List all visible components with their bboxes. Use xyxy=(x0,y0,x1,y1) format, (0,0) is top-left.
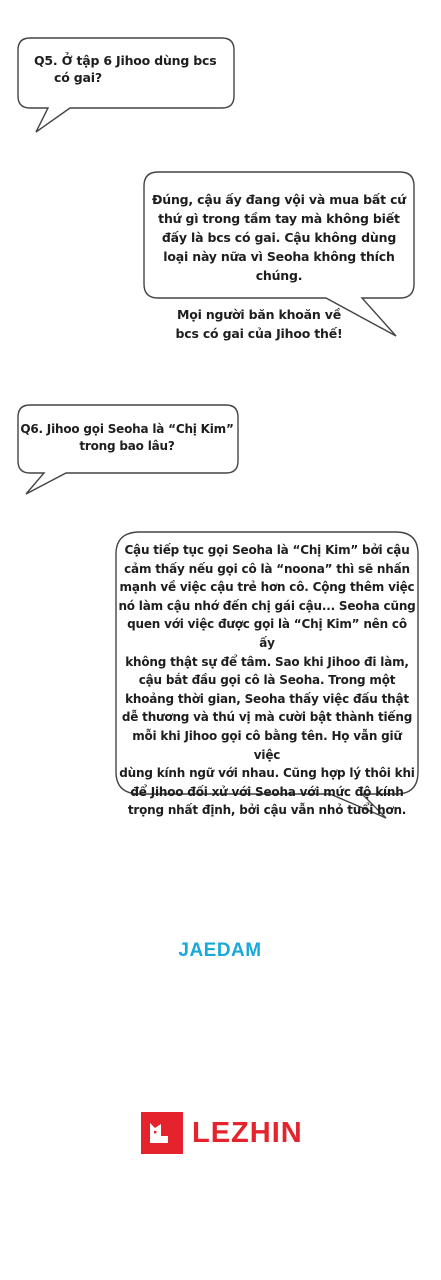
a6-line: mỗi khi Jihoo gọi cô bằng tên. Họ vẫn giữ việc xyxy=(132,728,402,762)
a6-line: dùng kính ngữ với nhau. Cũng hợp lý thôi khi xyxy=(119,766,415,781)
q6-question-text xyxy=(20,421,234,455)
a6-line: để Jihoo đối xử với Seoha với mức độ kính xyxy=(130,784,404,799)
q6-line: trong bao lâu? xyxy=(79,439,175,453)
a6-line: dễ thương và thú vị mà cười bật thành tiếng xyxy=(121,710,413,725)
note-line: Mọi người băn khoăn về xyxy=(177,307,341,322)
a6-line: cảm thấy nếu gọi cô là “noona” thì sẽ nhấn xyxy=(124,561,410,576)
a6-answer-text xyxy=(118,541,416,820)
jaedam-logo: JAEDAM xyxy=(178,940,262,961)
lezhin-cat-logo-icon xyxy=(141,1112,183,1154)
lezhin-wordmark: LEZHIN xyxy=(192,1117,303,1149)
a5-line: đấy là bcs có gai. Cậu không dùng xyxy=(161,230,397,245)
a5-line: chúng. xyxy=(255,268,303,283)
q5-line-2: có gai? xyxy=(54,70,102,85)
q6-line: Q6. Jihoo gọi Seoha là “Chị Kim” xyxy=(20,422,234,436)
a6-line: mạnh về việc cậu trẻ hơn cô. Cộng thêm việc xyxy=(119,580,415,595)
a6-line: khoảng thời gian, Seoha thấy việc đấu thật xyxy=(125,691,409,706)
a6-line: không thật sự để tâm. Sao khi Jihoo đi làm, xyxy=(125,654,409,669)
a6-line: cậu bắt đầu gọi cô là Seoha. Trong một xyxy=(138,673,396,688)
a6-line: Cậu tiếp tục gọi Seoha là “Chị Kim” bởi cậu xyxy=(124,543,410,557)
q5-question-text xyxy=(22,52,234,86)
reader-note-text xyxy=(150,305,368,343)
a5-line: Đúng, cậu ấy đang vội và mua bất cứ xyxy=(152,192,406,207)
a6-line: quen với việc được gọi là “Chị Kim” nên cô ấy xyxy=(127,617,407,650)
a6-line: trọng nhất định, bởi cậu vẫn nhỏ tuổi hơn. xyxy=(127,803,407,818)
note-line: bcs có gai của Jihoo thế! xyxy=(175,326,343,341)
a5-line: loại này nữa vì Seoha không thích xyxy=(163,249,395,264)
a5-answer-text xyxy=(150,190,408,285)
a6-line: nó làm cậu nhớ đến chị gái cậu... Seoha cũng xyxy=(118,598,416,613)
a5-line: thứ gì trong tầm tay mà không biết xyxy=(158,211,400,226)
q5-line-1: Q5. Ở tập 6 Jihoo dùng bcs xyxy=(34,53,217,68)
